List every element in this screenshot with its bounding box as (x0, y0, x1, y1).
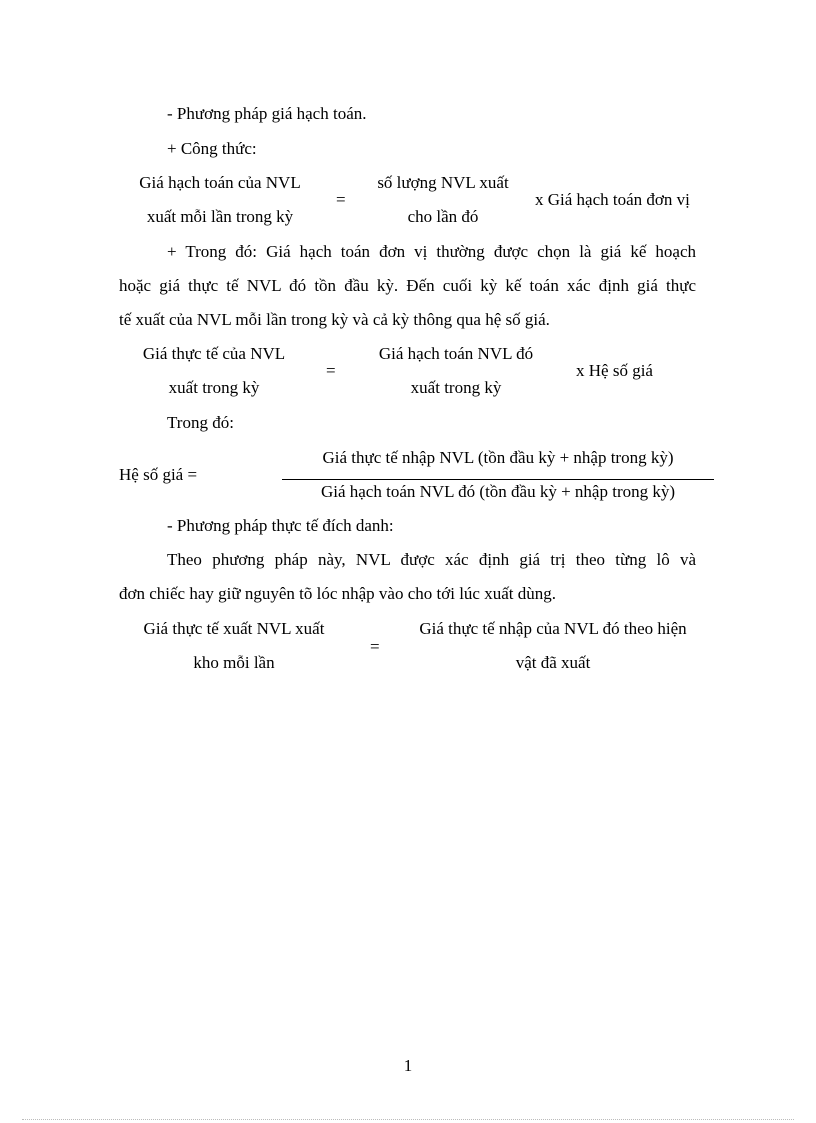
formula-2-right: x Hệ số giá (576, 361, 653, 380)
formula-3-denominator: Giá hạch toán NVL đó (tồn đầu kỳ + nhập trong kỳ) (320, 482, 676, 501)
formula-label: + Công thức: (167, 139, 257, 158)
paragraph-2-line-1: Theo phương pháp này, NVL được xác định giá trị theo từng lô và (167, 550, 696, 569)
fraction-bar (282, 479, 714, 480)
formula-2-equals: = (326, 361, 336, 380)
formula-4-left-line2: kho mỗi lần (193, 653, 275, 672)
formula-1-left-line2: xuất mỗi lần trong kỳ (146, 207, 294, 226)
formula-3-label: Hệ số giá = (119, 465, 198, 484)
paragraph-2-line-2: đơn chiếc hay giữ nguyên tõ lóc nhập vào cho tới lúc xuất dùng. (119, 584, 556, 603)
formula-2-mid-line1: Giá hạch toán NVL đó (378, 344, 534, 363)
formula-3-numerator: Giá thực tế nhập NVL (tồn đầu kỳ + nhập trong kỳ) (322, 448, 674, 467)
formula-1-equals: = (336, 190, 346, 209)
paragraph-1-line-3: tế xuất của NVL mỗi lần trong kỳ và cả kỳ thông qua hệ số giá. (119, 310, 550, 329)
trong-do-label: Trong đó: (167, 413, 234, 432)
formula-1-left-line1: Giá hạch toán của NVL (139, 173, 301, 192)
formula-1-mid-line2: cho lần đó (407, 207, 479, 226)
formula-4-right-line2: vật đã xuất (515, 653, 591, 672)
formula-4-left-line1: Giá thực tế xuất NVL xuất (143, 619, 325, 638)
formula-4-right-line1: Giá thực tế nhập của NVL đó theo hiện (419, 619, 687, 638)
section-heading-thuc-te-dich-danh: - Phương pháp thực tế đích danh: (167, 516, 394, 535)
paragraph-1-line-1: + Trong đó: Giá hạch toán đơn vị thường được chọn là giá kế hoạch (167, 242, 696, 261)
paragraph-1-line-2: hoặc giá thực tế NVL đó tồn đầu kỳ. Đến cuối kỳ kế toán xác định giá thực (119, 276, 696, 295)
formula-2-left-line2: xuất trong kỳ (168, 378, 260, 397)
page-number: 1 (403, 1056, 413, 1075)
formula-2-left-line1: Giá thực tế của NVL (142, 344, 286, 363)
section-heading-gia-hach-toan: - Phương pháp giá hạch toán. (167, 104, 367, 123)
formula-1-mid-line1: số lượng NVL xuất (377, 173, 509, 192)
formula-2-mid-line2: xuất trong kỳ (410, 378, 502, 397)
formula-4-equals: = (370, 637, 380, 656)
formula-1-right: x Giá hạch toán đơn vị (535, 190, 690, 209)
page-bottom-divider (22, 1119, 794, 1120)
